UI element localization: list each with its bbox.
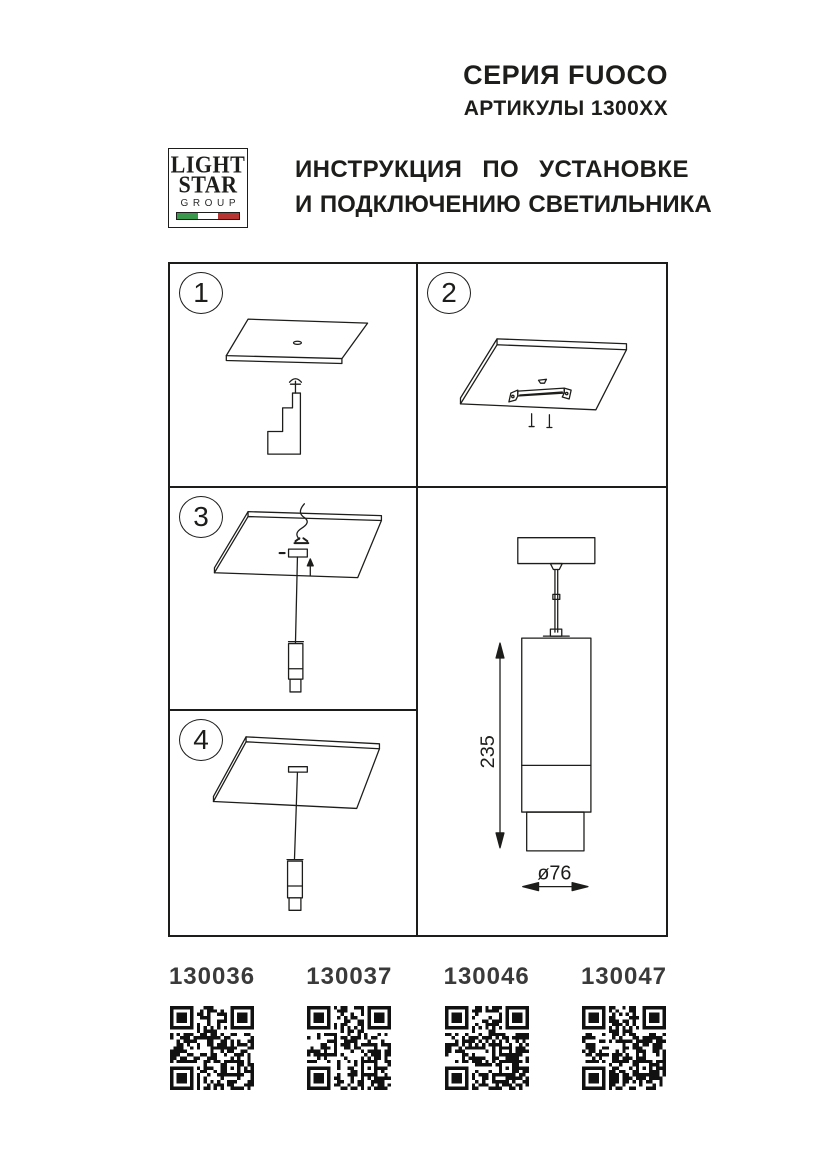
product-code-label: 130047 [580,963,668,990]
flag-green-segment [177,213,198,219]
lamp-dimension-diagram [418,488,666,935]
product-qr-code [445,1006,529,1090]
lightstar-logo [168,148,248,228]
step-number-badge-4: 4 [179,719,223,761]
articles-subtitle: АРТИКУЛЫ 1300XX [463,97,668,121]
product-qr-code [307,1006,391,1090]
step-panel-1 [170,264,418,488]
step-number-badge-3: 3 [179,496,223,538]
dimension-diameter-label: ø76 [537,862,572,885]
product-item-130047 [572,963,676,1095]
flag-red-segment [218,213,239,219]
diagram-grid [168,262,668,937]
logo-word-star: STAR [178,171,238,199]
logo-word-light: LIGHT [170,150,246,178]
step-panel-3 [170,488,418,712]
product-code-label: 130037 [306,963,393,990]
product-item-130046 [435,963,539,1095]
header-titles [463,60,668,121]
products-row [160,963,676,1095]
instruction-heading-line1: ИНСТРУКЦИЯ ПО УСТАНОВКЕ [295,156,689,183]
step-panel-4 [170,711,418,935]
step-number-badge-1: 1 [179,272,223,314]
logo-word-group: GROUP [180,198,241,210]
flag-white-segment [198,213,219,219]
dimension-height-label: 235 [477,734,500,768]
lamp-dimension-panel [418,488,666,935]
product-qr-code [170,1006,254,1090]
step-panel-2 [418,264,666,488]
series-title: СЕРИЯ FUOCO [463,60,668,90]
product-code-label: 130046 [443,963,530,990]
step-number-badge-2: 2 [427,272,471,314]
product-qr-code [582,1006,666,1090]
instruction-heading-line2: И ПОДКЛЮЧЕНИЮ СВЕТИЛЬНИКА [295,191,712,218]
product-code-label: 130036 [168,963,256,990]
italian-flag-bar [176,212,240,220]
instruction-heading [295,156,712,219]
product-item-130036 [160,963,264,1095]
product-item-130037 [297,963,401,1095]
